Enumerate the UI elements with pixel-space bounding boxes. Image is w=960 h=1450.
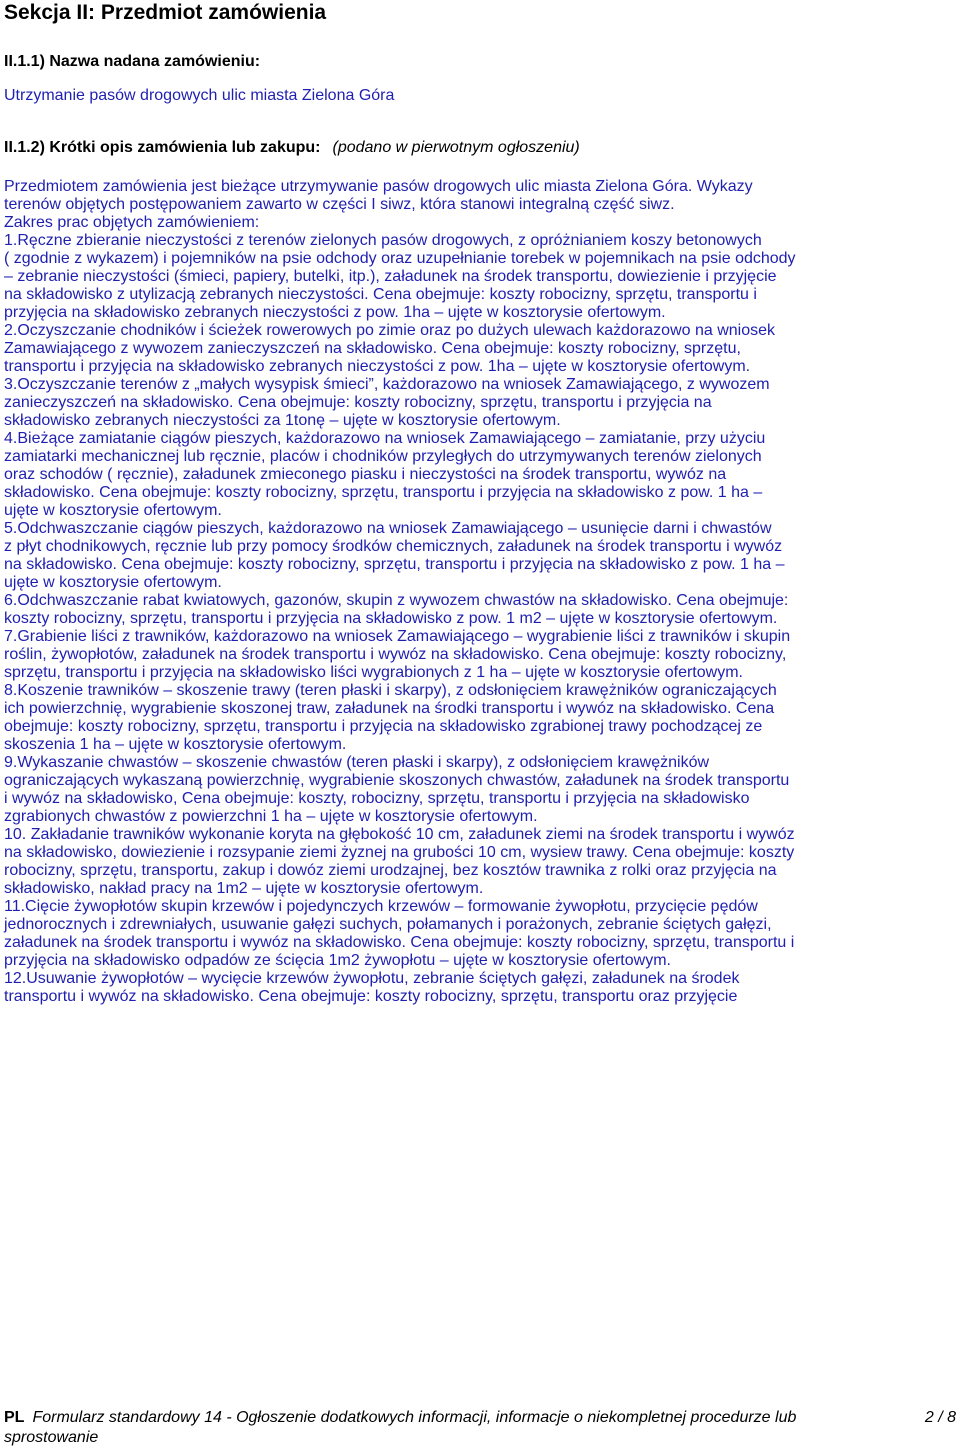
description-label-text: II.1.2) Krótki opis zamówienia lub zakupu: (4, 139, 321, 156)
description-field-label (4, 138, 580, 158)
description-line: transportu i przyjęcia na składowisko zebranych nieczystości z pow. 1ha – ujęte w kosztorysie ofertowym. (4, 358, 751, 375)
description-line: z płyt chodnikowych, ręcznie lub przy pomocy środków chemicznych, załadunek na środek transportu i wywóz (4, 538, 783, 555)
description-line: zgrabionych chwastów z powierzchni 1 ha – ujęte w kosztorysie ofertowym. (4, 808, 538, 825)
description-line: ujęte w kosztorysie ofertowym. (4, 502, 222, 519)
description-line: 2.Oczyszczanie chodników i ścieżek rowerowych po zimie oraz po dużych ulewach każdorazowo na wniosek (4, 322, 776, 339)
description-line: 8.Koszenie trawników – skoszenie trawy (teren płaski i skarpy), z odsłonięciem krawężników ograniczających (4, 682, 777, 699)
description-line: ograniczających wykaszaną powierzchnię, wygrabienie skoszonych chwastów, załadunek na środek transportu (4, 772, 790, 789)
description-line: na składowisko, dowiezienie i rozsypanie ziemi żyznej na grubości 10 cm, wysiew trawy. Cena obejmuje: koszty (4, 844, 795, 861)
description-line: zanieczyszczeń na składowisko. Cena obejmuje: koszty robocizny, sprzętu, transportu i przyjęcia na (4, 394, 712, 411)
description-line: przyjęcia na składowisko odpadów ze ścięcia 1m2 żywopłotu – ujęte w kosztorysie ofertowym. (4, 952, 671, 969)
description-line: 10. Zakładanie trawników wykonanie koryta na głębokość 10 cm, załadunek ziemi na środek transportu i wywóz (4, 826, 795, 843)
description-line: terenów objętych postępowaniem zawarto w części I siwz, która stanowi integralną część siwz. (4, 196, 675, 213)
description-line: – zebranie nieczystości (śmieci, papiery, butelki, itp.), załadunek na środek transportu, dowiezienie i przyjęcie (4, 268, 777, 285)
description-line: załadunek na środek transportu i wywóz na składowisko. Cena obejmuje: koszty robocizny, sprzętu, transportu i (4, 934, 795, 951)
description-line: składowisko zebranych nieczystości za 1tonę – ujęte w kosztorysie ofertowym. (4, 412, 561, 429)
description-line: Zamawiającego z wywozem zanieczyszczeń na składowisko. Cena obejmuje: koszty robocizny, sprzętu, (4, 340, 741, 357)
description-line: sprzętu, transportu i przyjęcia na składowisko liści wygrabionych z 1 ha – ujęte w kosztorysie ofertowym. (4, 664, 743, 681)
page-number: 2 / 8 (924, 1409, 956, 1426)
description-line: 6.Odchwaszczanie rabat kwiatowych, gazonów, skupin z wywozem chwastów na składowisko. Cena obejmuje: (4, 592, 789, 609)
description-line: na składowisko. Cena obejmuje: koszty robocizny, sprzętu, transportu i przyjęcia na składowisko z pow. 1 ha – (4, 556, 785, 573)
section-title: Sekcja II: Przedmiot zamówienia (4, 1, 327, 24)
description-label-note: (podano w pierwotnym ogłoszeniu) (332, 139, 580, 156)
description-line: 12.Usuwanie żywopłotów – wycięcie krzewów żywopłotu, zebranie ściętych gałęzi, załadunek na środek (4, 970, 740, 987)
description-line: 11.Cięcie żywopłotów skupin krzewów i pojedynczych krzewów – formowanie żywopłotu, przycięcie pędów (4, 898, 758, 915)
description-line: ( zgodnie z wykazem) i pojemników na psie odchody oraz uzupełnianie torebek w pojemnikach na psie odchody (4, 250, 796, 267)
description-line: skoszenia 1 ha – ujęte w kosztorysie ofertowym. (4, 736, 347, 753)
description-line: 9.Wykaszanie chwastów – skoszenie chwastów (teren płaski i skarpy), z odsłonięciem krawężników (4, 754, 710, 771)
description-line: 5.Odchwaszczanie ciągów pieszych, każdorazowo na wniosek Zamawiającego – usunięcie darni i chwastów (4, 520, 772, 537)
description-line: zamiatarki mechanicznej lub ręcznie, placów i chodników przyległych do utrzymywanych terenów zielonych (4, 448, 762, 465)
name-field-label: II.1.1) Nazwa nadana zamówieniu: (4, 53, 261, 70)
name-field-value: Utrzymanie pasów drogowych ulic miasta Zielona Góra (4, 87, 395, 104)
description-line: przyjęcia na składowisko zebranych nieczystości z pow. 1ha – ujęte w kosztorysie ofertowym. (4, 304, 666, 321)
description-line: obejmuje: koszty robocizny, sprzętu, transportu i przyjęcia na składowisko zgrabionej trawy pochodzącej ze (4, 718, 763, 735)
description-line: na składowisko z utylizacją zebranych nieczystości. Cena obejmuje: koszty robocizny, sprzętu, transportu i (4, 286, 757, 303)
footer-language-code: PL (4, 1409, 25, 1426)
description-line: oraz schodów ( ręcznie), załadunek zmieconego piasku i nieczystości na środek transportu, wywóz na (4, 466, 727, 483)
description-body (4, 178, 958, 1006)
description-line: transportu i wywóz na składowisko. Cena obejmuje: koszty robocizny, sprzętu, transportu oraz przyjęcie (4, 988, 738, 1005)
description-line: i wywóz na składowisko, Cena obejmuje: koszty, robocizny, sprzętu, transportu i przyjęcia na składowisko (4, 790, 750, 807)
footer-form-name-continued: sprostowanie (4, 1429, 99, 1446)
page-footer (4, 1408, 956, 1448)
description-line: Zakres prac objętych zamówieniem: (4, 214, 260, 231)
description-line: ujęte w kosztorysie ofertowym. (4, 574, 222, 591)
description-line: jednorocznych i zdrewniałych, usuwanie gałęzi suchych, połamanych i porażonych, zebranie ściętych gałęzi, (4, 916, 772, 933)
description-line: 4.Bieżące zamiatanie ciągów pieszych, każdorazowo na wniosek Zamawiającego – zamiatanie, przy użyciu (4, 430, 766, 447)
description-line: 7.Grabienie liści z trawników, każdorazowo na wniosek Zamawiającego – wygrabienie liści z trawników i skupin (4, 628, 791, 645)
description-line: składowisko, nakład pracy na 1m2 – ujęte w kosztorysie ofertowym. (4, 880, 484, 897)
description-line: 1.Ręczne zbieranie nieczystości z terenów zielonych pasów drogowych, z opróżnianiem koszy betonowych (4, 232, 762, 249)
description-line: koszty robocizny, sprzętu, transportu i przyjęcia na składowisko z pow. 1 m2 – ujęte w kosztorysie ofertowym. (4, 610, 778, 627)
description-line: Przedmiotem zamówienia jest bieżące utrzymywanie pasów drogowych ulic miasta Zielona Góra. Wykazy (4, 178, 753, 195)
footer-form-name: Formularz standardowy 14 - Ogłoszenie dodatkowych informacji, informacje o niekompletnej procedurze lub (32, 1409, 797, 1426)
description-line: roślin, żywopłotów, załadunek na środek transportu i wywóz na składowisko. Cena obejmuje: koszty robocizny, (4, 646, 787, 663)
description-line: składowisko. Cena obejmuje: koszty robocizny, sprzętu, transportu i przyjęcia na składowisko z pow. 1 ha – (4, 484, 763, 501)
description-line: 3.Oczyszczanie terenów z „małych wysypisk śmieci”, każdorazowo na wniosek Zamawiającego, z wywozem (4, 376, 770, 393)
description-line: robocizny, sprzętu, transportu, zakup i dowóz ziemi urodzajnej, bez kosztów trawnika z rolki oraz przyjęcia na (4, 862, 777, 879)
description-line: ich powierzchnię, wygrabienie skoszonej traw, załadunek na środki transportu i wywóz na składowisko. Cena (4, 700, 775, 717)
